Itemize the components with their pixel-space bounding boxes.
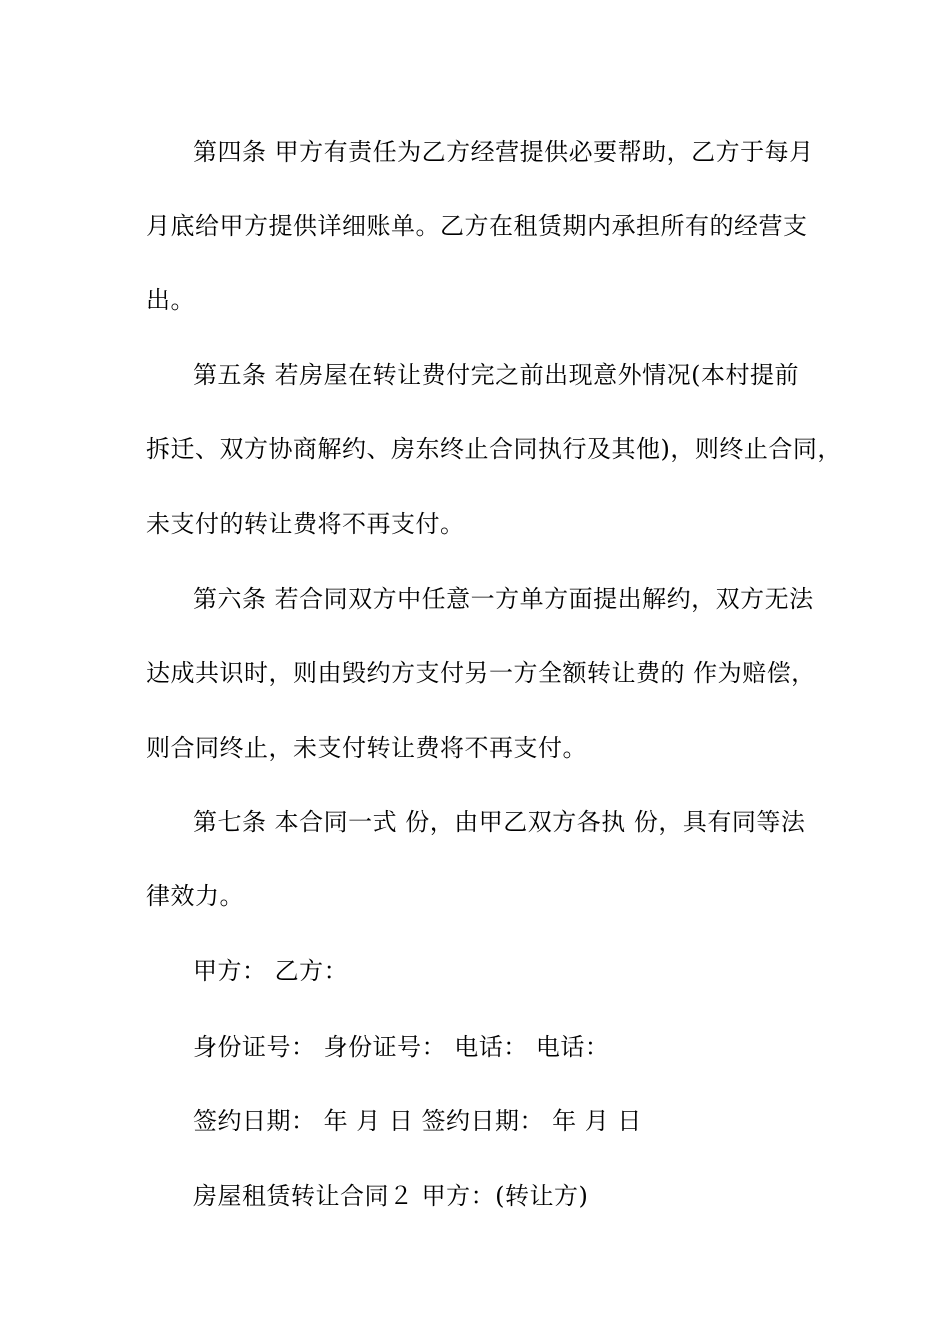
article-4-line-1: 第四条 甲方有责任为乙方经营提供必要帮助，乙方于每月 <box>193 138 814 166</box>
article-6-line-1: 第六条 若合同双方中任意一方单方面提出解约，双方无法 <box>193 585 814 613</box>
article-6-line-2: 达成共识时，则由毁约方支付另一方全额转让费的 作为赔偿， <box>146 659 816 687</box>
signature-dates: 签约日期： 年 月 日 签约日期： 年 月 日 <box>193 1107 642 1135</box>
next-contract-title: 房屋租赁转让合同２ 甲方：(转让方) <box>193 1182 589 1210</box>
article-7-line-2: 律效力。 <box>146 882 244 910</box>
article-5-line-1: 第五条 若房屋在转让费付完之前出现意外情况(本村提前 <box>193 361 799 389</box>
article-4-line-2: 月底给甲方提供详细账单。乙方在租赁期内承担所有的经营支 <box>146 212 808 240</box>
signature-ids-phones: 身份证号： 身份证号： 电话： 电话： <box>193 1033 610 1061</box>
signature-parties: 甲方： 乙方： <box>193 957 349 985</box>
article-5-line-3: 未支付的转让费将不再支付。 <box>146 510 465 538</box>
article-5-line-2: 拆迁、双方协商解约、房东终止合同执行及其他)，则终止合同， <box>146 435 842 463</box>
article-6-line-3: 则合同终止，未支付转让费将不再支付。 <box>146 734 587 762</box>
article-7-line-1: 第七条 本合同一式 份，由甲乙双方各执 份，具有同等法 <box>193 808 806 836</box>
article-4-line-3: 出。 <box>146 286 195 314</box>
